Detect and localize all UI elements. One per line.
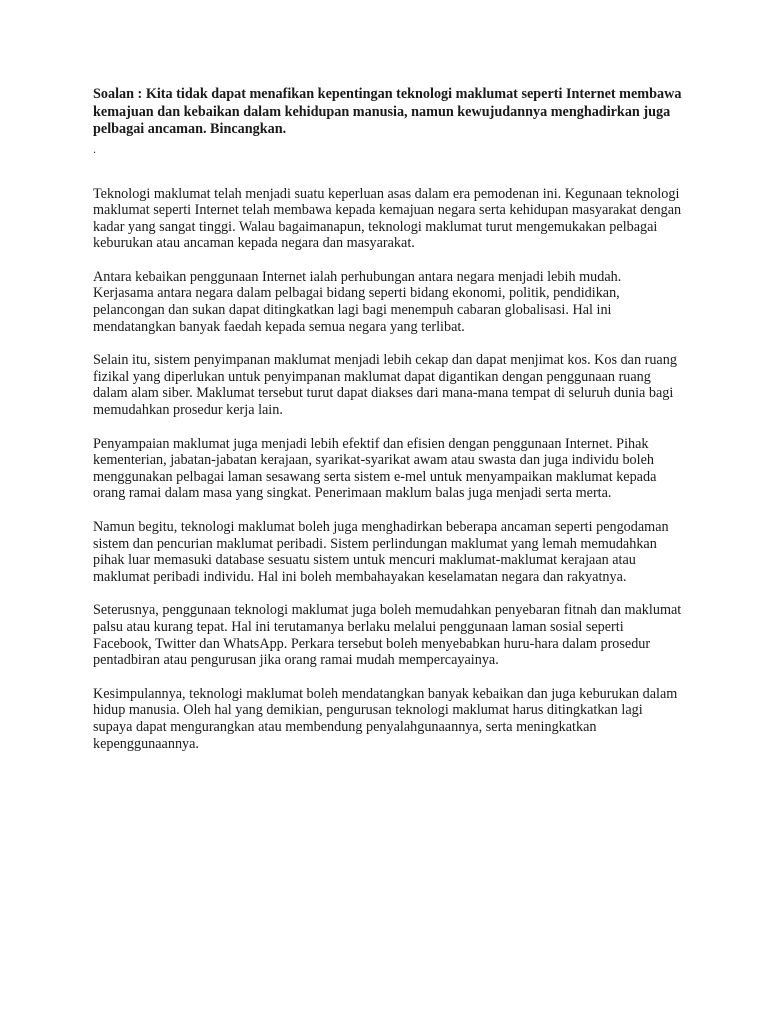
paragraph-benefit-communication: Penyampaian maklumat juga menjadi lebih efektif dan efisien dengan penggunaan Internet. Pihak kementerian, jabatan-jabatan kerajaan, syarikat-syarikat awam atau swasta dan juga individu boleh menggunakan pelbagai laman sesawang serta sistem e-mel untuk menyampaikan maklumat kepada orang ramai dalam masa yang singkat. Penerimaan maklum balas juga menjadi serta merta. (93, 435, 657, 502)
paragraph-benefit-relations: Antara kebaikan penggunaan Internet ialah perhubungan antara negara menjadi lebih mudah. Kerjasama antara negara dalam pelbagai bidang seperti bidang ekonomi, politik, pendidikan, pelancongan dan sukan dapat ditingkatkan lagi bagi menempuh cabaran globalisasi. Hal ini mendatangkan banyak faedah kepada semua negara yang terlibat. (93, 268, 622, 335)
paragraph-introduction: Teknologi maklumat telah menjadi suatu keperluan asas dalam era pemodenan ini. Kegunaan teknologi maklumat seperti Internet telah membawa kepada kemajuan negara serta kehidupan masyarakat dengan kadar yang sangat tinggi. Walau bagaimanapun, teknologi maklumat turut mengemukakan pelbagai keburukan atau ancaman kepada negara dan masyarakat. (93, 185, 682, 252)
paragraph-threat-hacking: Namun begitu, teknologi maklumat boleh juga menghadirkan beberapa ancaman seperti pengodaman sistem dan pencurian maklumat peribadi. Sistem perlindungan maklumat yang lemah memudahkan pihak luar memasuki database sesuatu sistem untuk mencuri maklumat-maklumat kerajaan atau maklumat peribadi individu. Hal ini boleh membahayakan keselamatan negara dan rakyatnya. (93, 519, 669, 585)
document-body (93, 86, 683, 752)
essay-question: Soalan : Kita tidak dapat menafikan kepentingan teknologi maklumat seperti Internet membawa kemajuan dan kebaikan dalam kehidupan manusia, namun kewujudannya menghadirkan juga pelbagai ancaman. Bincangkan. (93, 86, 682, 137)
paragraph-conclusion: Kesimpulannya, teknologi maklumat boleh mendatangkan banyak kebaikan dan juga keburukan dalam hidup manusia. Oleh hal yang demikian, pengurusan teknologi maklumat harus ditingkatkan lagi supaya dapat mengurangkan atau membendung penyalahgunaannya, serta meningkatkan kepenggunaannya. (93, 685, 678, 752)
paragraph-benefit-storage: Selain itu, sistem penyimpanan maklumat menjadi lebih cekap dan dapat menjimat kos. Kos dan ruang fizikal yang diperlukan untuk penyimpanan maklumat dapat digantikan dengan penggunaan ruang dalam alam siber. Maklumat tersebut turut dapat diakses dari mana-mana tempat di seluruh dunia bagi memudahkan prosedur kerja lain. (93, 352, 677, 419)
stray-dot: . (93, 141, 96, 156)
paragraph-threat-misinformation: Seterusnya, penggunaan teknologi maklumat juga boleh memudahkan penyebaran fitnah dan maklumat palsu atau kurang tepat. Hal ini terutamanya berlaku melalui penggunaan laman sosial seperti Facebook, Twitter dan WhatsApp. Perkara tersebut boleh menyebabkan huru-hara dalam prosedur pentadbiran atau pengurusan jika orang ramai mudah mempercayainya. (93, 602, 682, 669)
